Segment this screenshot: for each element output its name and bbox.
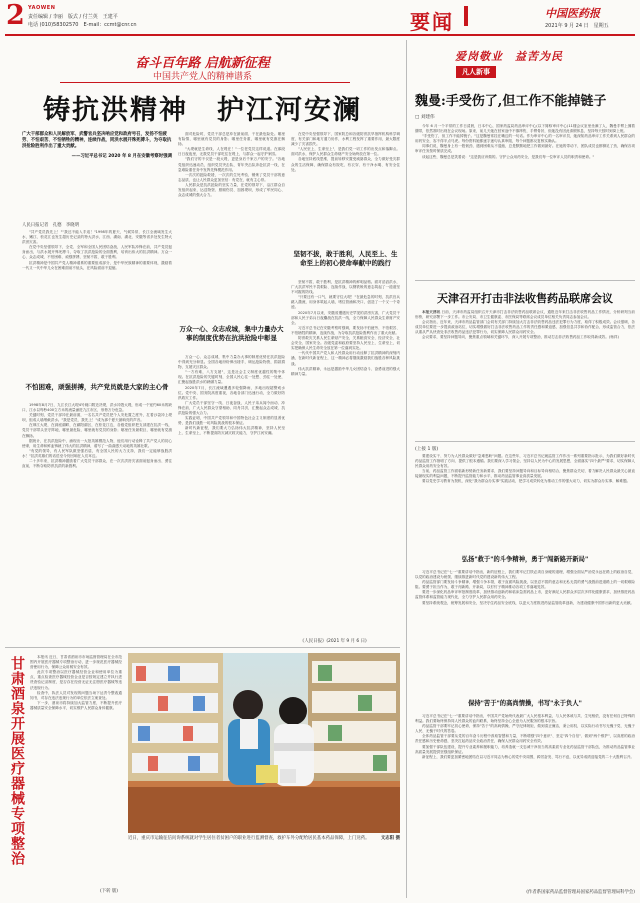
section-en: YAOWEN: [28, 5, 56, 11]
continued-text-a: 要建设实干、努力为人民群众做好"急难愁盼"问题。在这些年，习近平总书记就监管工作作出一系列重要指示批示，为我们做好新时代药品监管工作指明了方向、提供了根本遵循。我们要深入学习领会，坚持以人民为中心的发展思想，全面落实"四个最严"要求，切实保障人民群众用药安全有效。 当前，药品监管工作面临新形势新任务新要求，我们要坚持问题导向和目标导向相结合，聚焦群众关切，着力解决人民群众最关心最直接最现实的利益问题，不断提升监管能力和水平，推动药品监管事业高质量发展。 要以党史学习教育为契机，深化"我为群众办实事"实践活动，把学习成效转化为推动工作的强大动力，切实为群众办实事、解难题。: [415, 454, 635, 484]
lead-summary-box: [22, 132, 172, 218]
tianjin-byline: 本报天津讯: [422, 310, 441, 314]
commentary-author: 刘建伟: [420, 115, 435, 120]
continued-caption: (上接 1 版): [415, 447, 439, 452]
lead-byline: 人民日报记者 孔德 李晓明: [22, 223, 80, 228]
photo-credit: 文志阳 摄: [380, 836, 400, 841]
section-title: 要闻: [410, 10, 454, 34]
lead-col3-text-b: 坚韧不拔、敢于胜利，是抗洪精神的鲜明品格。面对滔滔洪水，广大抗洪军民不畏艰险、连续作战，以钢铁般的意志筑起了一道道坚不可摧的防线。 "只要还有一口气，就要守住大堤！"在最危急的时刻，抗洪官兵跳入激流，用身体筑起人墙，堵住管涌和决口，创造了一个又一个奇迹。 2020年7月以来，安徽省遭遇历史罕见的洪涝灾害，广大党员干部和人民子弟兵日夜鏖战在抗洪一线，全力保障人民群众生命财产安全。 习近平总书记在安徽考察时强调，要发扬不怕疲劳、不怕艰苦、不怕牺牲的精神，连续作战，为夺取抗洪抢险胜利作出了重大贡献。 防汛救灾关系人民生命财产安全，关系粮食安全、经济安全、社会安全、国家安全。各级党委和政府要坚持人民至上、生命至上，切实把确保人民生命安全放在第一位落到实处。 一代代中国共产党人和人民群众用行动诠释了抗洪精神的深刻内涵，在新时代新征程上，这一精神必将继续激励我们战胜各种风险挑战。 伟大抗洪精神，永远是激励中华儿女团结奋斗、奋勇前进的强大精神力量。: [291, 280, 400, 376]
author-icon: □: [415, 115, 421, 120]
lead-col2-text-b: 万众一心、众志成城，集中力量办大事的制度优势在抗洪抢险中得到充分彰显。全国各地纷纷伸出援手，调运抢险物资，捐款捐物，支援灾区群众。 "一方有难，八方支援"，这是社会主义制度优越性的集中体现。在抗洪抢险的关键时刻，全国人民心往一处想、劲往一处使，汇聚起战胜洪水的磅礴力量。 2020年7月，长江流域遭遇多轮强降雨，多地出现超警戒水位。党中央、国务院高度重视，各地各部门迅速行动，全力做好防汛救灾工作。 广大党员干部坚守一线、日夜奋战，人民子弟兵闻令而动、冲锋在前，广大人民群众守望相助、同舟共济，汇聚起众志成城、抗洪抢险的强大合力。 实践证明，中国共产党领导和中国特色社会主义制度的显著优势，是我们战胜一切风险挑战的根本保证。 新时代新征程，我们要大力弘扬伟大抗洪精神，坚持人民至上、生命至上，不断提高防灾减灾救灾能力，守护江河安澜。: [178, 355, 285, 436]
side-top-rule: [5, 647, 400, 648]
lead-col3-text: 在党中央坚强领导下，国家防总和各级防汛抗旱指挥机构科学调度，有关部门和地方通力协作，水利工程发挥了重要作用，最大限度减少了灾害损失。 "人民至上，生命至上"，是我们党一切工作的出发点和落脚点。面对洪水，保护人民群众生命财产安全始终放在第一位。 各地坚持底线思维，提前转移安置受威胁群众，全力做好受灾群众的生活保障，确保群众有饭吃、有衣穿、有干净水喝、有安全住处。: [291, 132, 400, 172]
bottom-note: (作者系国家药品监督管理局国家药品监督管理局科学会): [526, 890, 635, 895]
commentary-byline: [415, 114, 435, 120]
tianjin-text: 本报天津讯 日前，天津市药监局组织召开天津市打击非法收售药品联席会议，通报近年来打击非法收售药品工作情况，分析研判当前形势，研究部署下一步工作。市公安局、市卫生健康委、市医保局等联席会议成员单位相关负责同志参加会议。 会议指出，近年来，天津市药品监管部门会同有关部门持续加大打击非法收售药品违法犯罪行为力度，取得了积极成效。会议强调，各成员单位要进一步提高政治站位，切实增强做好打击非法收售药品工作的责任感和紧迫感，加强信息共享和协作配合，形成监管合力，依法从重从严从快查处非法收售药品违法犯罪行为，切实保障人民群众用药安全。 会议要求，要坚持问题导向，聚焦重点领域和关键环节，深入开展专项整治，推动打击非法收售药品工作取得新成效。(杨祥): [415, 310, 635, 340]
editors-line: 责任编辑 / 李丽 版式 / 付兰英 王建平: [28, 14, 118, 20]
lead-headline: 铸抗洪精神 护江河安澜: [43, 95, 362, 126]
issue-date: 2021年 9 月 24 日 星期五: [545, 23, 609, 29]
lead-kicker: 奋斗百年路 启航新征程: [135, 56, 270, 71]
masthead: [0, 0, 640, 34]
contact-line: 电话 (010)58302570 E-mail：ccmt@cnr.cn: [28, 22, 137, 28]
lead-source: 《人民日报》(2021 年 9 月 6 日): [300, 639, 367, 644]
continued-text-c: 习近平总书记在"七一"重要讲话中指出，中国共产党始终代表最广大人民根本利益，与人民休戚与共、生死相依，没有任何自己特殊的利益。我们要始终保持同人民群众的血肉联系，始终坚持全心全意为人民服务的根本宗旨。 药品监管干部要牢记初心使命，保持"苦于"的高尚情操，严守纪律规矩，做到清正廉洁，秉公用权，以实际行动书写无愧于党、无愧于人民、无愧于时代的答卷。 全体药品监管干部要从党的百年奋斗历程中汲取智慧和力量，不断增强"四个意识"、坚定"四个自信"、做到"两个维护"，以高度的政治责任感和历史使命感，坚决扛起药品安全政治责任，确保人民群众用药安全有效。 要加强干部队伍建设，提升专业素养和履职能力，培养造就一支忠诚干净担当的高素质专业化药品监管干部队伍，为推动药品监管事业高质量发展提供坚强组织保证。 新征程上，我们要更加紧密地团结在以习近平同志为核心的党中央周围，踔厉奋发、笃行不怠，以优异成绩迎接党的二十大胜利召开。: [415, 714, 635, 759]
masthead-rule: [5, 34, 635, 36]
side-story-title: 甘肃酒泉开展医疗器械专项整治: [9, 656, 25, 866]
pharmacy-photo-image: [128, 653, 400, 833]
lead-subhead-3: 万众一心、众志成城，集中力量办大事的制度优势在抗洪抢险中彰显: [179, 325, 284, 342]
lead-summary: 广大干部群众和人民解放军、武警官兵坚决响应党和政府号召，发扬不怕疲劳、不怕艰苦、不怕牺牲的精神，连续作战，同洪水展开殊死搏斗，为夺取抗洪抢险胜利作出了重大贡献。: [22, 132, 172, 150]
paper-name: 中国医药报: [545, 7, 600, 20]
lead-subkicker: 中国共产党人的精神谱系: [152, 72, 252, 82]
lead-subhead-1: 不怕困难，顽强拼搏，共产党员就是大家的主心骨: [25, 383, 169, 391]
commentary-column-tag: 凡人新事: [456, 66, 496, 78]
commentary-text: 今年 6 月一个平常的工作日清晨，日本中心，国家药监局药品审评中心(以下简称审评中心)11楼会议室里坐满了人，魏曼手臂上缠着绷带，依然准时出现在会议现场。原来，前几天她在回家途中不慎摔伤，手臂骨折，但她没有因此请假休息，坚持每天按时到岗上班。 "手受伤了，但工作不能掉链子。"这是魏曼常挂在嘴边的一句话。作为审评中心的一名审评员，她深知药品审评工作关系到人民群众的用药安全，容不得半点马虎。每份资料她都逐字逐句认真审阅，每个问题都反复核实确认。 同事们说，魏曼身上有一股韧劲，遇到困难从不退缩，总是默默地把工作做到最好。在她的带动下，团队成员也都铆足了劲，确保各项审评任务按时保质完成。 谈起这些，魏曼总是笑着说："这是我应该做的。守护公众用药安全，是我们每一位审评人员的职责和使命。": [415, 124, 635, 159]
lead-col1-text-b: 1998年8月7日，九江长江大堤4号闸口附近决堤，洪水冲毁大堤，形成一个宽约60米的缺口，江水以每秒400立方米的流量涌进九江市区，形势万分危急。 关键时刻，党员干部冲在最前面，一名名共产党员把个人安危置之度外，扛着沙袋冲上堤坝，组成人墙堵截洪水。"我是党员，我先上！"成为那个夏天最响亮的声音。 在荆江大堤，在洞庭湖畔，在鄱阳湖区，在松花江边，各级党组织把支部建在抗洪一线，党员干部带头坚守阵地，哪里最危险，哪里就有党员的身影；哪里任务最艰巨，哪里就有党旗在飘扬。 据统计，在抗洪抢险中，涌现出一大批英雄模范人物，他们用行动诠释了共产党人的初心使命，用生命和鲜血铸就了伟大的抗洪精神，谱写了一曲曲感天动地的英雄壮歌。 "有党的领导，有人民军队做坚强后盾，有全国人民的大力支持，我们一定能够战胜洪水！"抗洪英雄们的话语至今仍回响在人们耳边。 二十多年来，抗洪精神激励着广大党员干部群众，在一次次洪涝灾害面前挺身而出、勇往直前，不断夺取防汛抗洪的新胜利。: [22, 403, 172, 469]
lead-quote: ——习近平总书记 2020 年 8 月在安徽考察时强调: [71, 153, 172, 159]
photo-caption: [128, 836, 400, 842]
side-story-text: 本报讯 近日，甘肃省酒泉市市场监督管理局在全市范围内开展医疗器械专项整治行动，进一步规范医疗器械经营使用行为，保障公众用械安全有效。 此次专项整治以医疗器械经营企业和使用单位为重点，重点检查医疗器械经营企业是否按规定建立并执行进货查验记录制度，是否存在经营无证无注册医疗器械等违法违规行为。 检查中，执法人员对发现的问题当场下达责令整改通知书，对存在违法违规行为的单位依法立案查处。 下一步，酒泉市将持续加大监管力度，不断提升医疗器械质量安全保障水平，切实维护人民群众身体健康。: [30, 655, 122, 710]
commentary-bottom-rule: [415, 280, 635, 281]
continued-text-b: 习近平总书记在"七一"重要讲话中指出，新的征程上，我们要牢记打铁必须自身硬的道理，增强全面从严治党永远在路上的政治自觉，以党的政治建设为统领，继续推进新时代党的建设新的伟大工程。 药品监管部门要发扬斗争精神，增强斗争本领，敢于直面风险挑战，以坚忍不拔的意志和无私无畏的勇气战胜前进道路上的一切艰难险阻。要勇于担当作为，敢于闯新路、开新局，以钉钉子精神推动各项工作落地见效。 要进一步深化药品审评审批制度改革，加快推动创新药和临床急需药品上市，更好满足人民群众多层次多样化健康需求，加快推进药品监管体系和监管能力现代化，全力守护人民群众用药安全。 要坚持系统观念，统筹发展和安全，坚决守住药品安全底线，以更大力度推进药品监管改革创新，为建设健康中国作出新的更大贡献。: [415, 570, 635, 605]
commentary-headline: 魏曼:手受伤了,但工作不能掉链子: [415, 94, 607, 109]
photo-caption-text: 近日，重庆市运输征信问询系统就对学生居住者贫困户的职业进行监测督查，救护车外分配给居民基本药品保障，上门送药。: [128, 836, 370, 841]
continued-subhead-2: 保持"苦于"的高尚情操，书写"永于负人": [468, 700, 582, 707]
tianjin-headline: 天津召开打击非法收售药品联席会议: [437, 292, 613, 305]
lead-col1-text-a: "共产党员我先上！""我还不能入手返！"1998年的夏天，气候异常，长江全流域发生大水，嫩江、松花江也发生超历史记录的特大洪水，江西、湖南、湖北、安徽等省多处发生特大洪涝灾害。 在党中央坚强领导下，全党、全军和全国人民团结奋战，人民军队冲锋在前，共产党员挺身而出，与洪水展开殊死搏斗，夺取了抗洪抢险的全面胜利，培育出伟大的抗洪精神。万众一心、众志成城，不怕困难、顽强拼搏，坚韧不拔、敢于胜利。 抗洪精神是中国共产党人精神谱系的重要组成部分，是中华民族精神的重要体现，激励着一代又一代中华儿女在困难面前不低头，在风险面前不退缩。: [22, 230, 172, 270]
continued-subhead-1: 弘扬"救于"的斗争精神，勇于"闯新路开新局": [461, 556, 589, 563]
tianjin-bottom-rule: [415, 441, 635, 442]
kicker-rule: [60, 82, 350, 83]
lead-col2-text: 面对危险时，党员干部总是冲在最前面、干在最危险处。哪里有险情，哪里就有党员的身影；哪里任务重，哪里就有党旗在飘扬。 "大堤就是生命线，人在堤在！"一位老党员这样说道。在那段日日夜夜里，无数党员干部吃住在堤上，与群众一起守护家园。 "我们守的不仅是一段大堤，更是身后千家万户的安宁。"各地党组织迅速动员，组织党员突击队、青年突击队奔赴抗洪一线，在急难险重任务中发挥先锋模范作用。 一次次的抢险救援，一次次的生死考验，锤炼了党员干部的意志品质，也让人民群众更加坚信：有党在，就有主心骨。 人民群众是抗洪抢险的坚实力量，在党的领导下，沿江群众自发组织起来，运送物资、照顾伤员、加固堤坝，形成了军民同心、众志成城的强大合力。: [178, 132, 285, 198]
lead-photo: [128, 653, 400, 833]
side-story-endnote: (下转 版): [100, 889, 118, 894]
lead-subhead-2: 坚韧不拔，敢于胜利，人民至上、生命至上的初心使命奉献中的践行: [293, 250, 398, 267]
commentary-banner: 爱岗敬业 益苦为民: [455, 50, 563, 63]
page-number: 2: [6, 0, 25, 31]
masthead-logo: [464, 6, 468, 26]
column-divider: [406, 40, 407, 898]
